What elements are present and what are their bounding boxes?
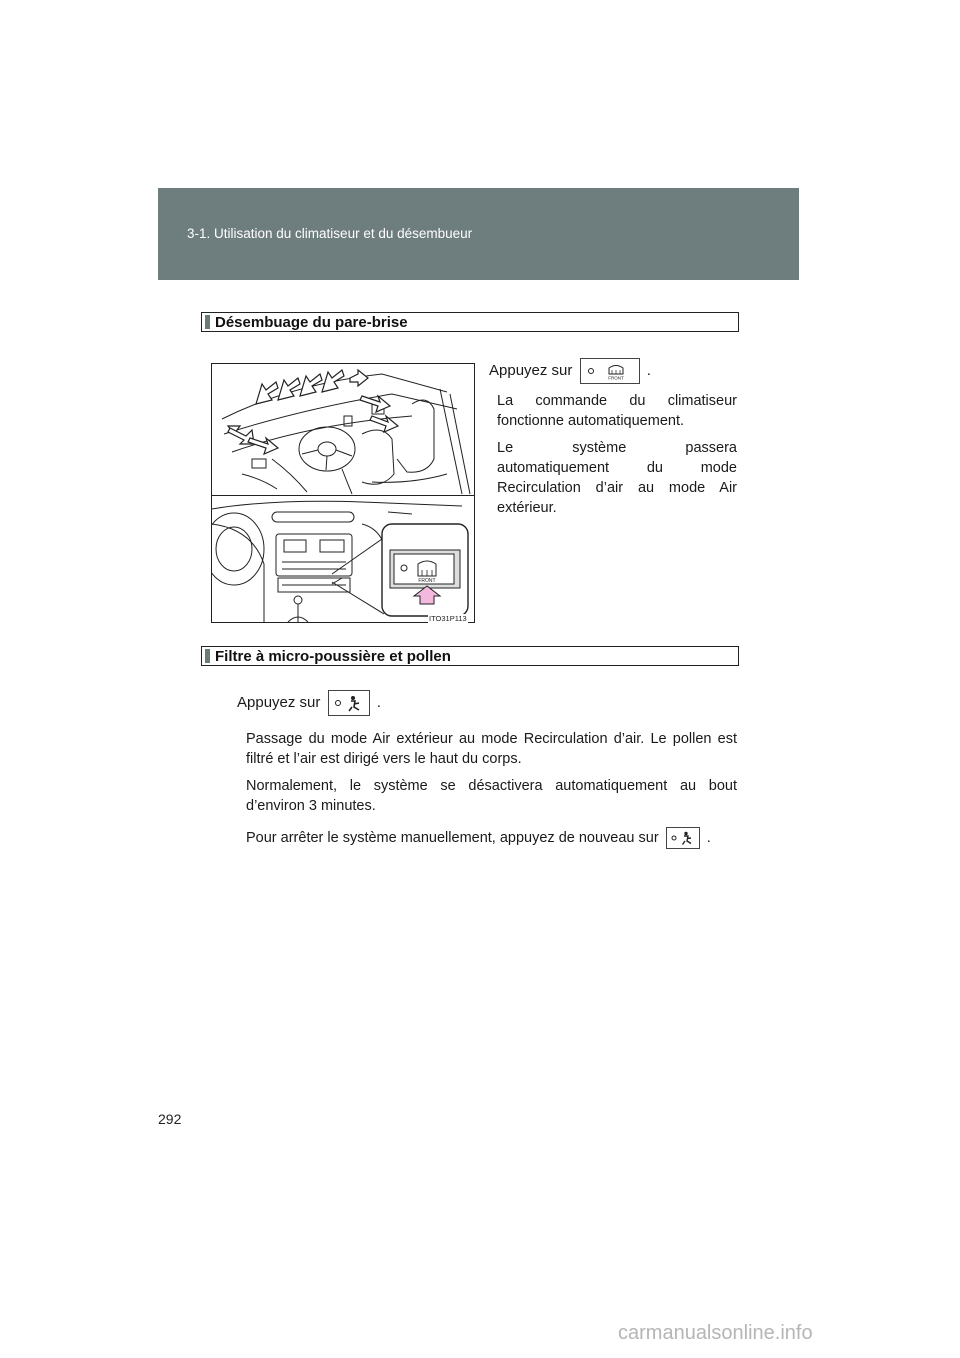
figure-divider <box>212 495 474 496</box>
dashboard-illustration <box>211 363 475 623</box>
section-heading-defog <box>201 312 739 332</box>
dashboard-drawing <box>212 364 474 622</box>
pollen-stop-suffix: . <box>706 830 711 846</box>
heading-bar <box>205 649 210 663</box>
figure-code: ITO31P113 <box>429 614 467 623</box>
defog-instruction-suffix: . <box>646 362 651 379</box>
pollen-instruction-prefix: Appuyez sur <box>237 694 321 711</box>
chapter-header <box>158 188 799 280</box>
section-title-defog: Désembuage du pare-brise <box>215 314 408 331</box>
pollen-instruction-suffix: . <box>376 694 381 711</box>
pollen-stop-text: Pour arrêter le système manuellement, appuyez de nouveau sur <box>246 830 659 846</box>
front-defogger-label: FRONT <box>607 375 624 381</box>
front-button-label: FRONT <box>418 578 436 584</box>
chapter-title: 3-1. Utilisation du climatiseur et du désembueur <box>187 226 473 241</box>
pollen-filter-button-icon-small <box>666 827 700 849</box>
heading-bar <box>205 315 210 329</box>
pollen-instruction <box>237 690 537 716</box>
defog-paragraph-1: La commande du climatiseur fonctionne automatiquement. <box>497 393 737 429</box>
section-title-pollen: Filtre à micro-poussière et pollen <box>215 648 451 665</box>
watermark: carmanualsonline.info <box>618 1322 813 1344</box>
defog-paragraph-2: Le système passera automatiquement du mode Recirculation d’air au mode Air extérieur. <box>497 440 737 516</box>
page-number: 292 <box>158 1111 182 1127</box>
section-heading-pollen <box>201 646 739 666</box>
defog-instruction-prefix: Appuyez sur <box>489 362 573 379</box>
pollen-paragraph-2: Normalement, le système se désactivera automatiquement au bout d’environ 3 minutes. <box>246 778 737 814</box>
pollen-stop-instruction <box>246 826 766 850</box>
front-defogger-button-icon <box>580 358 640 384</box>
pollen-paragraph-1: Passage du mode Air extérieur au mode Recirculation d’air. Le pollen est filtré et l’air est dirigé vers le haut du corps. <box>246 731 737 767</box>
pollen-filter-button-icon <box>328 690 370 716</box>
defog-instruction <box>489 358 749 384</box>
